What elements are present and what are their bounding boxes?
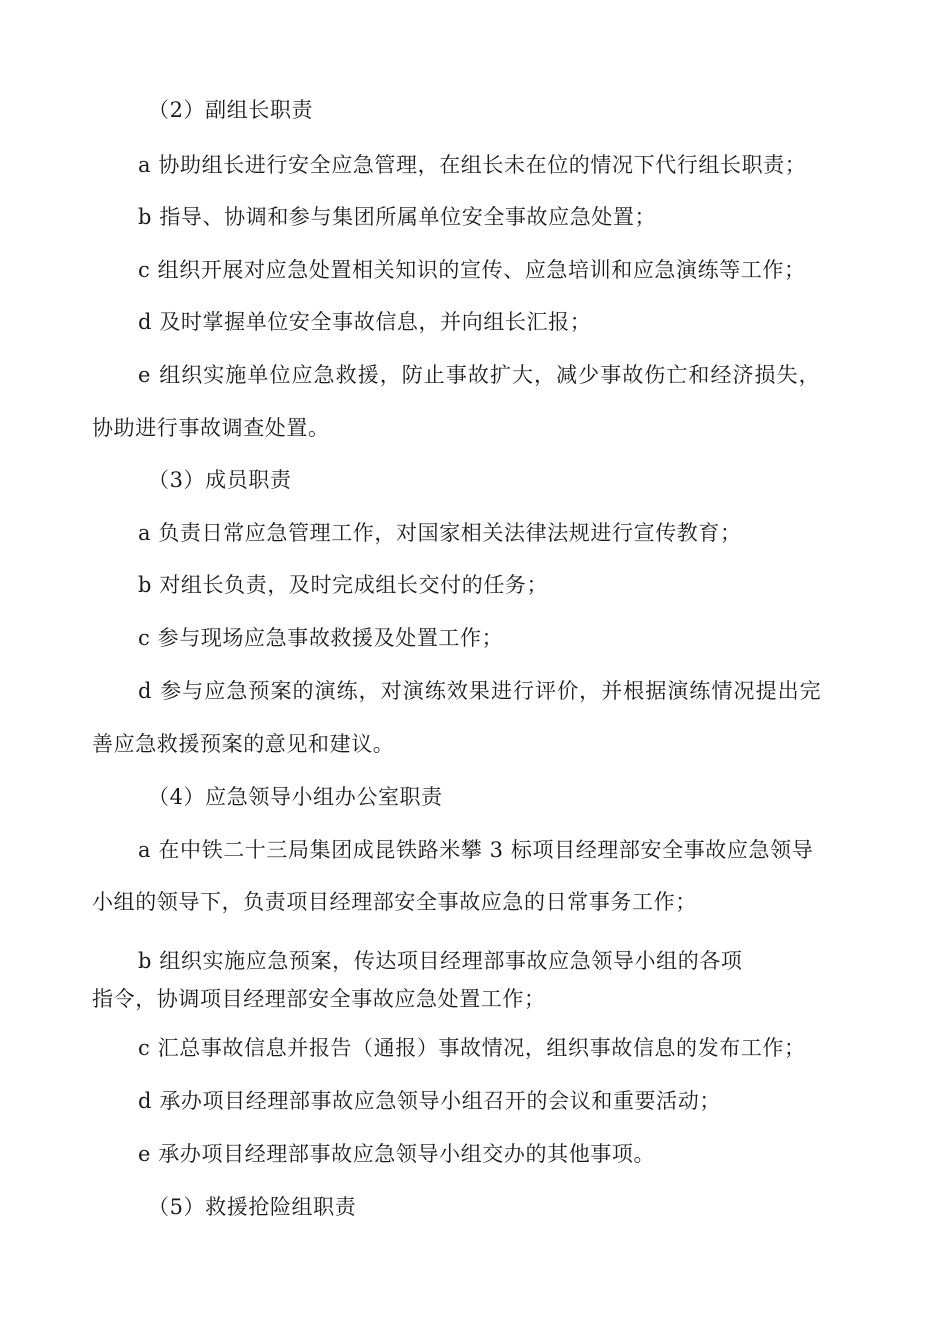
paragraph-line: a 负责日常应急管理工作，对国家相关法律法规进行宣传教育； xyxy=(138,521,742,545)
section-heading-vice-leader: （2）副组长职责 xyxy=(148,98,314,122)
paragraph-line: a 协助组长进行安全应急管理，在组长未在位的情况下代行组长职责； xyxy=(138,153,807,177)
paragraph-line: a 在中铁二十三局集团成昆铁路米攀 3 标项目经理部安全事故应急领导 xyxy=(138,838,814,862)
paragraph-line: c 汇总事故信息并报告（通报）事故情况，组织事故信息的发布工作； xyxy=(138,1036,806,1060)
paragraph-line: e 承办项目经理部事故应急领导小组交办的其他事项。 xyxy=(138,1142,656,1166)
paragraph-line: c 参与现场应急事故救援及处置工作； xyxy=(138,626,504,650)
section-heading-members: （3）成员职责 xyxy=(148,468,292,492)
paragraph-line-continued: 指令，协调项目经理部安全事故应急处置工作； xyxy=(92,987,546,1011)
paragraph-line: d 及时掌握单位安全事故信息，并向组长汇报； xyxy=(138,310,592,334)
section-heading-rescue: （5）救援抢险组职责 xyxy=(148,1195,357,1219)
paragraph-line: c 组织开展对应急处置相关知识的宣传、应急培训和应急演练等工作； xyxy=(138,258,806,282)
paragraph-line: d 承办项目经理部事故应急领导小组召开的会议和重要活动； xyxy=(138,1089,721,1113)
paragraph-line: b 组织实施应急预案，传达项目经理部事故应急领导小组的各项 xyxy=(138,949,743,973)
paragraph-line-continued: 协助进行事故调查处置。 xyxy=(92,416,330,440)
paragraph-line: e 组织实施单位应急救援，防止事故扩大，减少事故伤亡和经济损失， xyxy=(138,363,821,387)
paragraph-line: b 指导、协调和参与集团所属单位安全事故应急处置； xyxy=(138,205,657,229)
paragraph-line-continued: 善应急救援预案的意见和建议。 xyxy=(92,732,395,756)
paragraph-line: b 对组长负责，及时完成组长交付的任务； xyxy=(138,573,549,597)
paragraph-line: d 参与应急预案的演练，对演练效果进行评价，并根据演练情况提出完 xyxy=(138,679,822,703)
section-heading-office: （4）应急领导小组办公室职责 xyxy=(148,785,443,809)
paragraph-line-continued: 小组的领导下，负责项目经理部安全事故应急的日常事务工作； xyxy=(92,890,697,914)
